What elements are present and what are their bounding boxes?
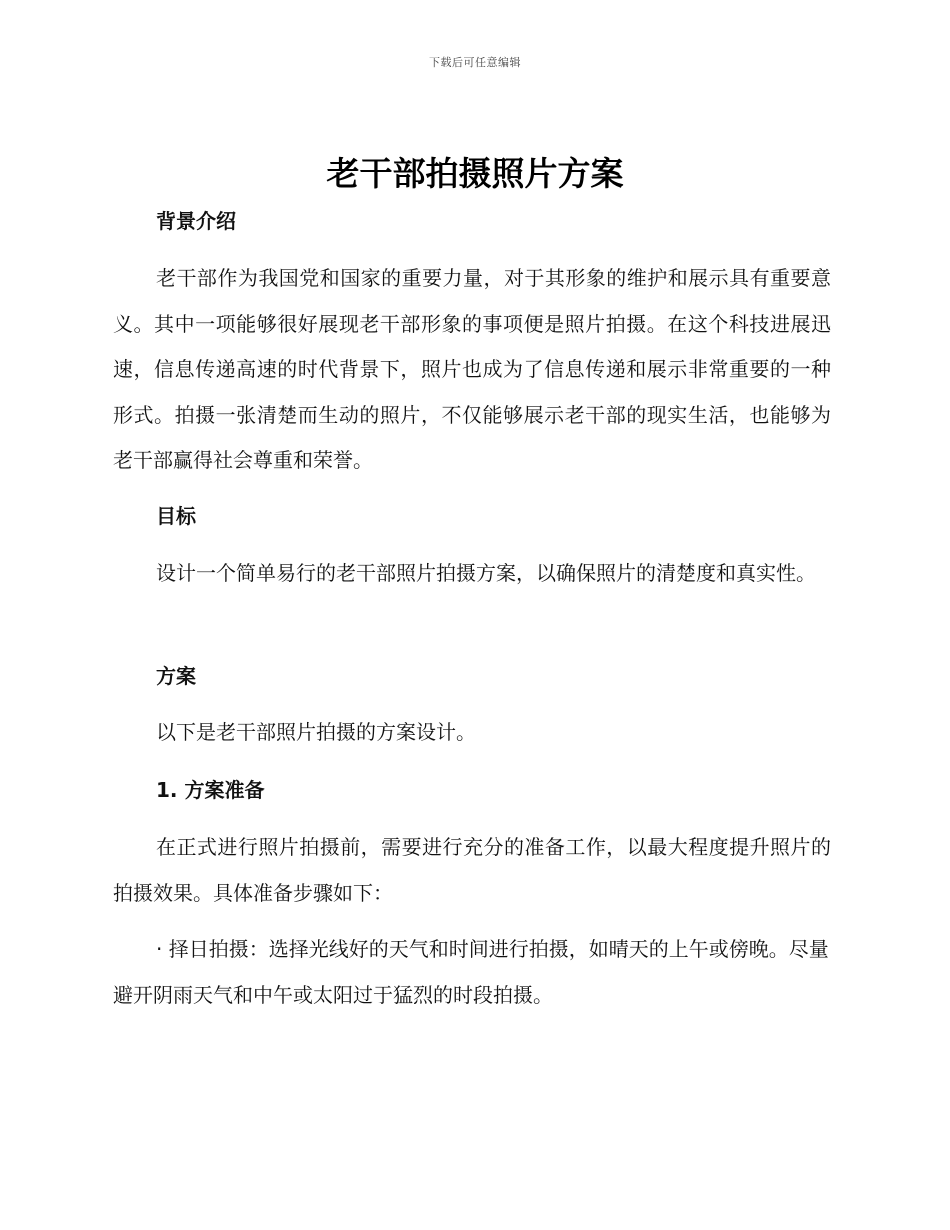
section-heading-plan: 方案 xyxy=(156,664,196,688)
section-heading-goal: 目标 xyxy=(156,504,196,528)
section-paragraph-goal: 设计一个简单易行的老干部照片拍摄方案，以确保照片的清楚度和真实性。 xyxy=(156,561,816,585)
bullet-item-date-selection: · 择日拍摄：选择光线好的天气和时间进行拍摄，如晴天的上午或傍晚。尽量避开阴雨天气和中午或太阳过于猛烈的时段拍摄。 xyxy=(113,937,829,1007)
section-paragraph-preparation: 在正式进行照片拍摄前，需要进行充分的准备工作，以最大程度提升照片的拍摄效果。具体准备步骤如下： xyxy=(113,835,831,905)
page-header-note: 下载后可任意编辑 xyxy=(429,56,521,69)
section-paragraph-background: 老干部作为我国党和国家的重要力量，对于其形象的维护和展示具有重要意义。其中一项能够很好展现老干部形象的事项便是照片拍摄。在这个科技进展迅速，信息传递高速的时代背景下，照片也成为了信息传递和展示非常重要的一种形式。拍摄一张清楚而生动的照片，不仅能够展示老干部的现实生活，也能够为老干部赢得社会尊重和荣誉。 xyxy=(113,266,831,472)
section-paragraph-plan: 以下是老干部照片拍摄的方案设计。 xyxy=(156,720,476,744)
section-heading-preparation: 1. 方案准备 xyxy=(156,778,265,802)
document-title: 老干部拍摄照片方案 xyxy=(326,154,624,193)
section-heading-background: 背景介绍 xyxy=(156,209,236,233)
